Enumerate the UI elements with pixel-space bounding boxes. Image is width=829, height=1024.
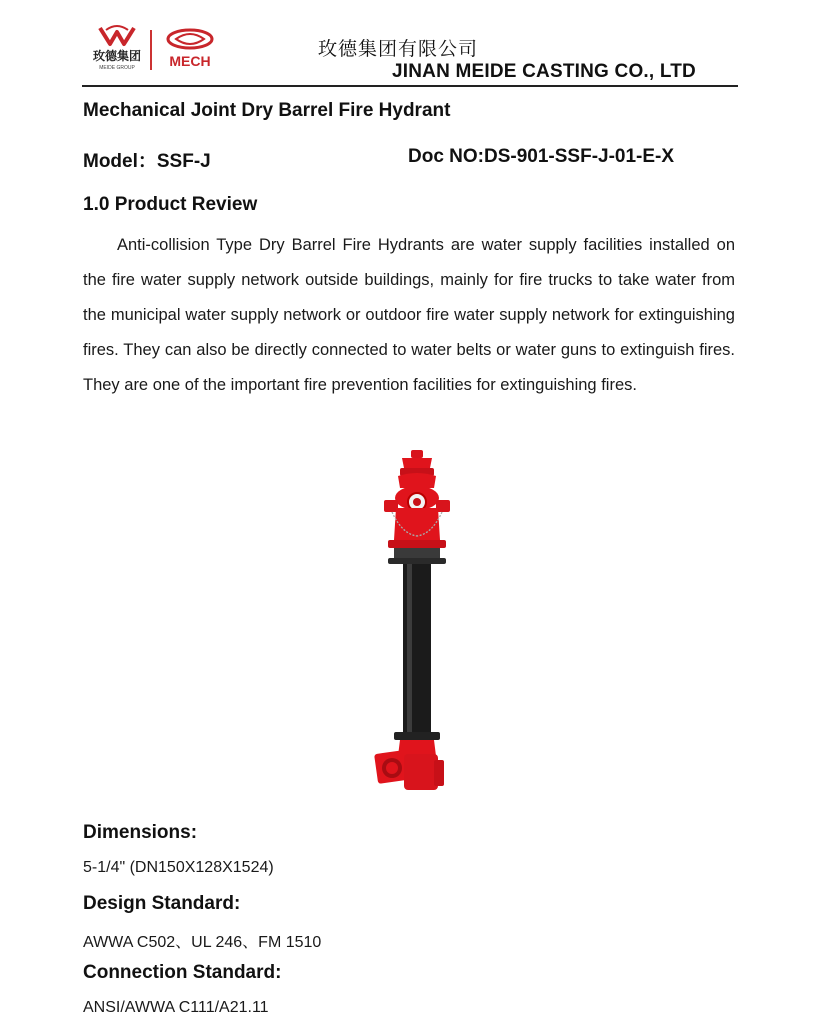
svg-text:MEIDE GROUP: MEIDE GROUP — [99, 65, 135, 71]
svg-text:MECH: MECH — [169, 53, 211, 69]
dimensions-label: Dimensions: — [83, 822, 198, 843]
company-name-english: JINAN MEIDE CASTING CO., LTD — [392, 61, 696, 82]
logo-divider — [150, 30, 152, 70]
meide-group-logo — [86, 24, 148, 72]
company-name-chinese: 玫德集团有限公司 — [318, 38, 479, 60]
mech-logo — [158, 24, 222, 72]
connection-standard-label: Connection Standard: — [83, 962, 282, 983]
design-standard-label: Design Standard: — [83, 893, 241, 914]
document-number: Doc NO:DS-901-SSF-J-01-E-X — [408, 146, 675, 167]
dimensions-value: 5-1/4" (DN150X128X1524) — [83, 859, 274, 876]
header-divider — [82, 85, 738, 87]
connection-standard-value: ANSI/AWWA C111/A21.11 — [83, 999, 269, 1016]
section-heading-product-review: 1.0 Product Review — [83, 194, 258, 215]
svg-text:玫德集团: 玫德集团 — [92, 49, 142, 63]
model-number: Model：SSF-J — [83, 151, 211, 172]
fire-hydrant-image — [372, 448, 462, 796]
design-standard-value: AWWA C502、UL 246、FM 1510 — [83, 934, 322, 951]
product-review-paragraph: Anti-collision Type Dry Barrel Fire Hydrants are water supply facilities installed on the fire water supply network outside buildings, mainly for fire trucks to take water from the municipal water supply network or outdoor fire water supply network for extinguishing fires. They can also be directly connected to water belts or water guns to extinguish fires. They are one of the important fire prevention facilities for extinguishing fires. — [83, 236, 735, 394]
document-title: Mechanical Joint Dry Barrel Fire Hydrant — [83, 100, 451, 121]
